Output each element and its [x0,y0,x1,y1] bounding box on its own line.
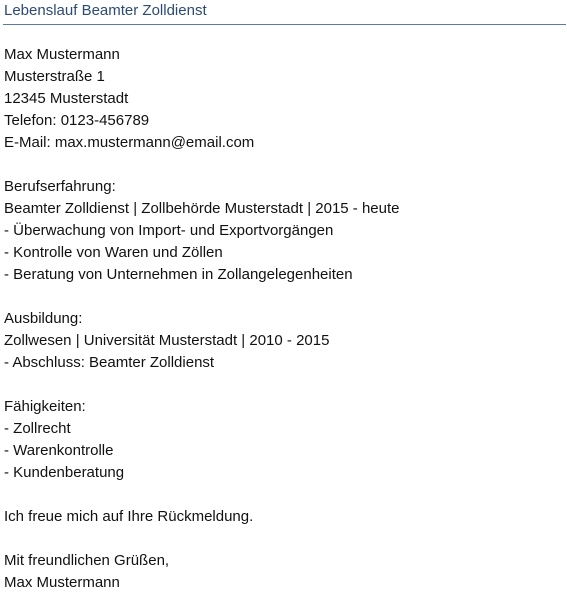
education-heading: Ausbildung: [4,310,83,327]
skill-item: - Kundenberatung [4,464,125,481]
spacer [4,374,562,396]
title-underline [3,24,566,25]
skills-section [4,396,562,484]
document-title: Lebenslauf Beamter Zolldienst [4,2,207,19]
closing-greeting: Mit freundlichen Grüßen, [4,552,170,569]
experience-item: - Beratung von Unternehmen in Zollangelegenheiten [4,266,353,283]
spacer [4,528,562,550]
experience-position: Beamter Zolldienst | Zollbehörde Musterstadt | 2015 - heute [4,200,400,217]
skill-item: - Zollrecht [4,420,71,437]
skill-item: - Warenkontrolle [4,442,114,459]
experience-section [4,176,562,286]
closing-section [4,506,562,594]
spacer [4,154,562,176]
skills-heading: Fähigkeiten: [4,398,86,415]
spacer [4,484,562,506]
contact-email: E-Mail: max.mustermann@email.com [4,134,255,151]
experience-heading: Berufserfahrung: [4,178,116,195]
closing-sentence: Ich freue mich auf Ihre Rückmeldung. [4,508,254,525]
contact-street: Musterstraße 1 [4,68,105,85]
contact-name: Max Mustermann [4,46,120,63]
experience-item: - Überwachung von Import- und Exportvorgängen [4,222,334,239]
spacer [4,286,562,308]
education-entry: Zollwesen | Universität Musterstadt | 2010 - 2015 [4,332,330,349]
education-section [4,308,562,374]
document-body [4,44,562,594]
experience-item: - Kontrolle von Waren und Zöllen [4,244,223,261]
contact-city: 12345 Musterstadt [4,90,129,107]
contact-block [4,44,562,154]
contact-phone: Telefon: 0123-456789 [4,112,150,129]
education-degree: - Abschluss: Beamter Zolldienst [4,354,215,371]
signature-name: Max Mustermann [4,574,120,591]
